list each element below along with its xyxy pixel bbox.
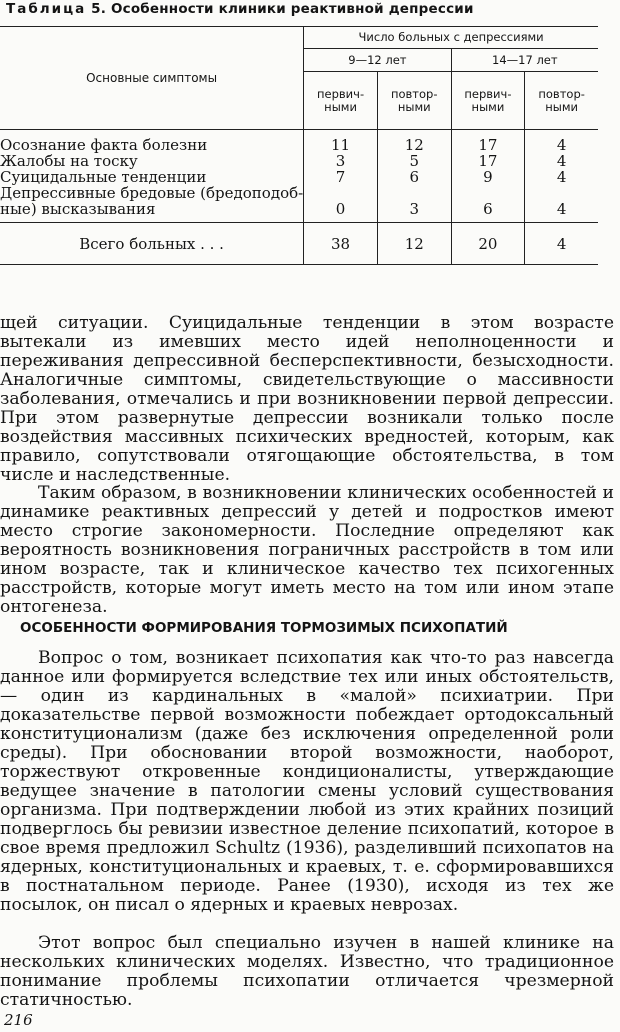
cell: 6 (451, 201, 525, 223)
cell: 5 (377, 153, 451, 169)
cell: 4 (525, 169, 598, 185)
table-title (6, 1, 474, 17)
cell: 0 (304, 201, 378, 223)
paragraph-2: Таким образом, в возникновении клинических особенностей и динамике реактивных депрессий у детей и подростков имеют место строгие закономерности. Последние определяют как вероятность возникновения пограничных расстройств в том или ином возрасте, так и клиническое качество тех психогенных расстройств, которые могут иметь место на том или ином этапе онтогенеза. (0, 483, 614, 617)
paragraph-3: Вопрос о том, возникает психопатия как что-то раз навсегда данное или формируется вследствие тех или иных обстоятельств,— один из кардинальных в «малой» психиатрии. При доказательстве первой возможности побеждает ортодоксальный конституционализм (даже без исключения определенной роли среды). При обосновании второй возможности, наоборот, торжествуют откровенные кондиционалисты, утверждающие ведущее значение в патологии смены условий существования организма. При подтверждении любой из этих крайних позиций подверглось бы ревизии известное деление психопатий, которое в свое время предложил Schultz (1936), разделивший психопатов на ядерных, конституциональных и краевых, т. е. сформировавшихся в постнатальном периоде. Ранее (1930), исходя из тех же посылок, он писал о ядерных и краевых неврозах. (0, 648, 614, 915)
col-header-age-9-12: 9—12 лет (304, 49, 451, 72)
cell (304, 185, 378, 201)
cell: 9 (451, 169, 525, 185)
total-cell: 4 (525, 223, 598, 265)
table-title-label: Таблица (6, 1, 87, 17)
col-header-repeat-2: повтор- ными (525, 72, 598, 130)
section-heading: ОСОБЕННОСТИ ФОРМИРОВАНИЯ ТОРМОЗИМЫХ ПСИХОПАТИЙ (20, 620, 508, 636)
cell: 3 (304, 153, 378, 169)
cell: 17 (451, 130, 525, 153)
col-header-symptoms: Основные симптомы (0, 27, 304, 130)
paragraph-1: щей ситуации. Суицидальные тенденции в этом возрасте вытекали из имевших место идей неполноценности и переживания депрессивной бесперспективности, безысходности. Аналогичные симптомы, свидетельствующие о массивности заболевания, отмечались и при возникновении первой депрессии. При этом развернутые депрессии возникали только после воздействия массивных психических вредностей, которым, как правило, сопутствовали отягощающие обстоятельства, в том числе и наследственные. (0, 313, 614, 485)
row-label: ные) высказывания (0, 199, 156, 218)
page-number: 216 (4, 1011, 33, 1029)
row-label: Осознание факта болезни (0, 135, 208, 154)
clinic-table (0, 26, 598, 265)
table-title-text: 5. Особенности клиники реактивной депрессии (86, 1, 474, 17)
col-header-primary-2: первич- ными (451, 72, 525, 130)
total-cell: 20 (451, 223, 525, 265)
row-label: Депрессивные бредовые (бредоподоб- (0, 183, 304, 202)
cell: 12 (377, 130, 451, 153)
col-header-patients: Число больных с депрессиями (304, 27, 598, 49)
cell: 4 (525, 153, 598, 169)
col-header-age-14-17: 14—17 лет (451, 49, 598, 72)
cell (377, 185, 451, 201)
cell: 3 (377, 201, 451, 223)
cell: 7 (304, 169, 378, 185)
total-cell: 12 (377, 223, 451, 265)
row-label: Суицидальные тенденции (0, 167, 207, 186)
total-label: Всего больных . . . (0, 223, 304, 265)
total-cell: 38 (304, 223, 378, 265)
cell: 17 (451, 153, 525, 169)
cell (525, 185, 598, 201)
cell: 11 (304, 130, 378, 153)
paragraph-4: Этот вопрос был специально изучен в нашей клинике на нескольких клинических моделях. Известно, что традиционное понимание проблемы психопатии отличается чрезмерной статичностью. (0, 933, 614, 1010)
cell: 6 (377, 169, 451, 185)
col-header-primary-1: первич- ными (304, 72, 378, 130)
col-header-repeat-1: повтор- ными (377, 72, 451, 130)
row-label: Жалобы на тоску (0, 151, 138, 170)
cell: 4 (525, 201, 598, 223)
cell: 4 (525, 130, 598, 153)
cell (451, 185, 525, 201)
